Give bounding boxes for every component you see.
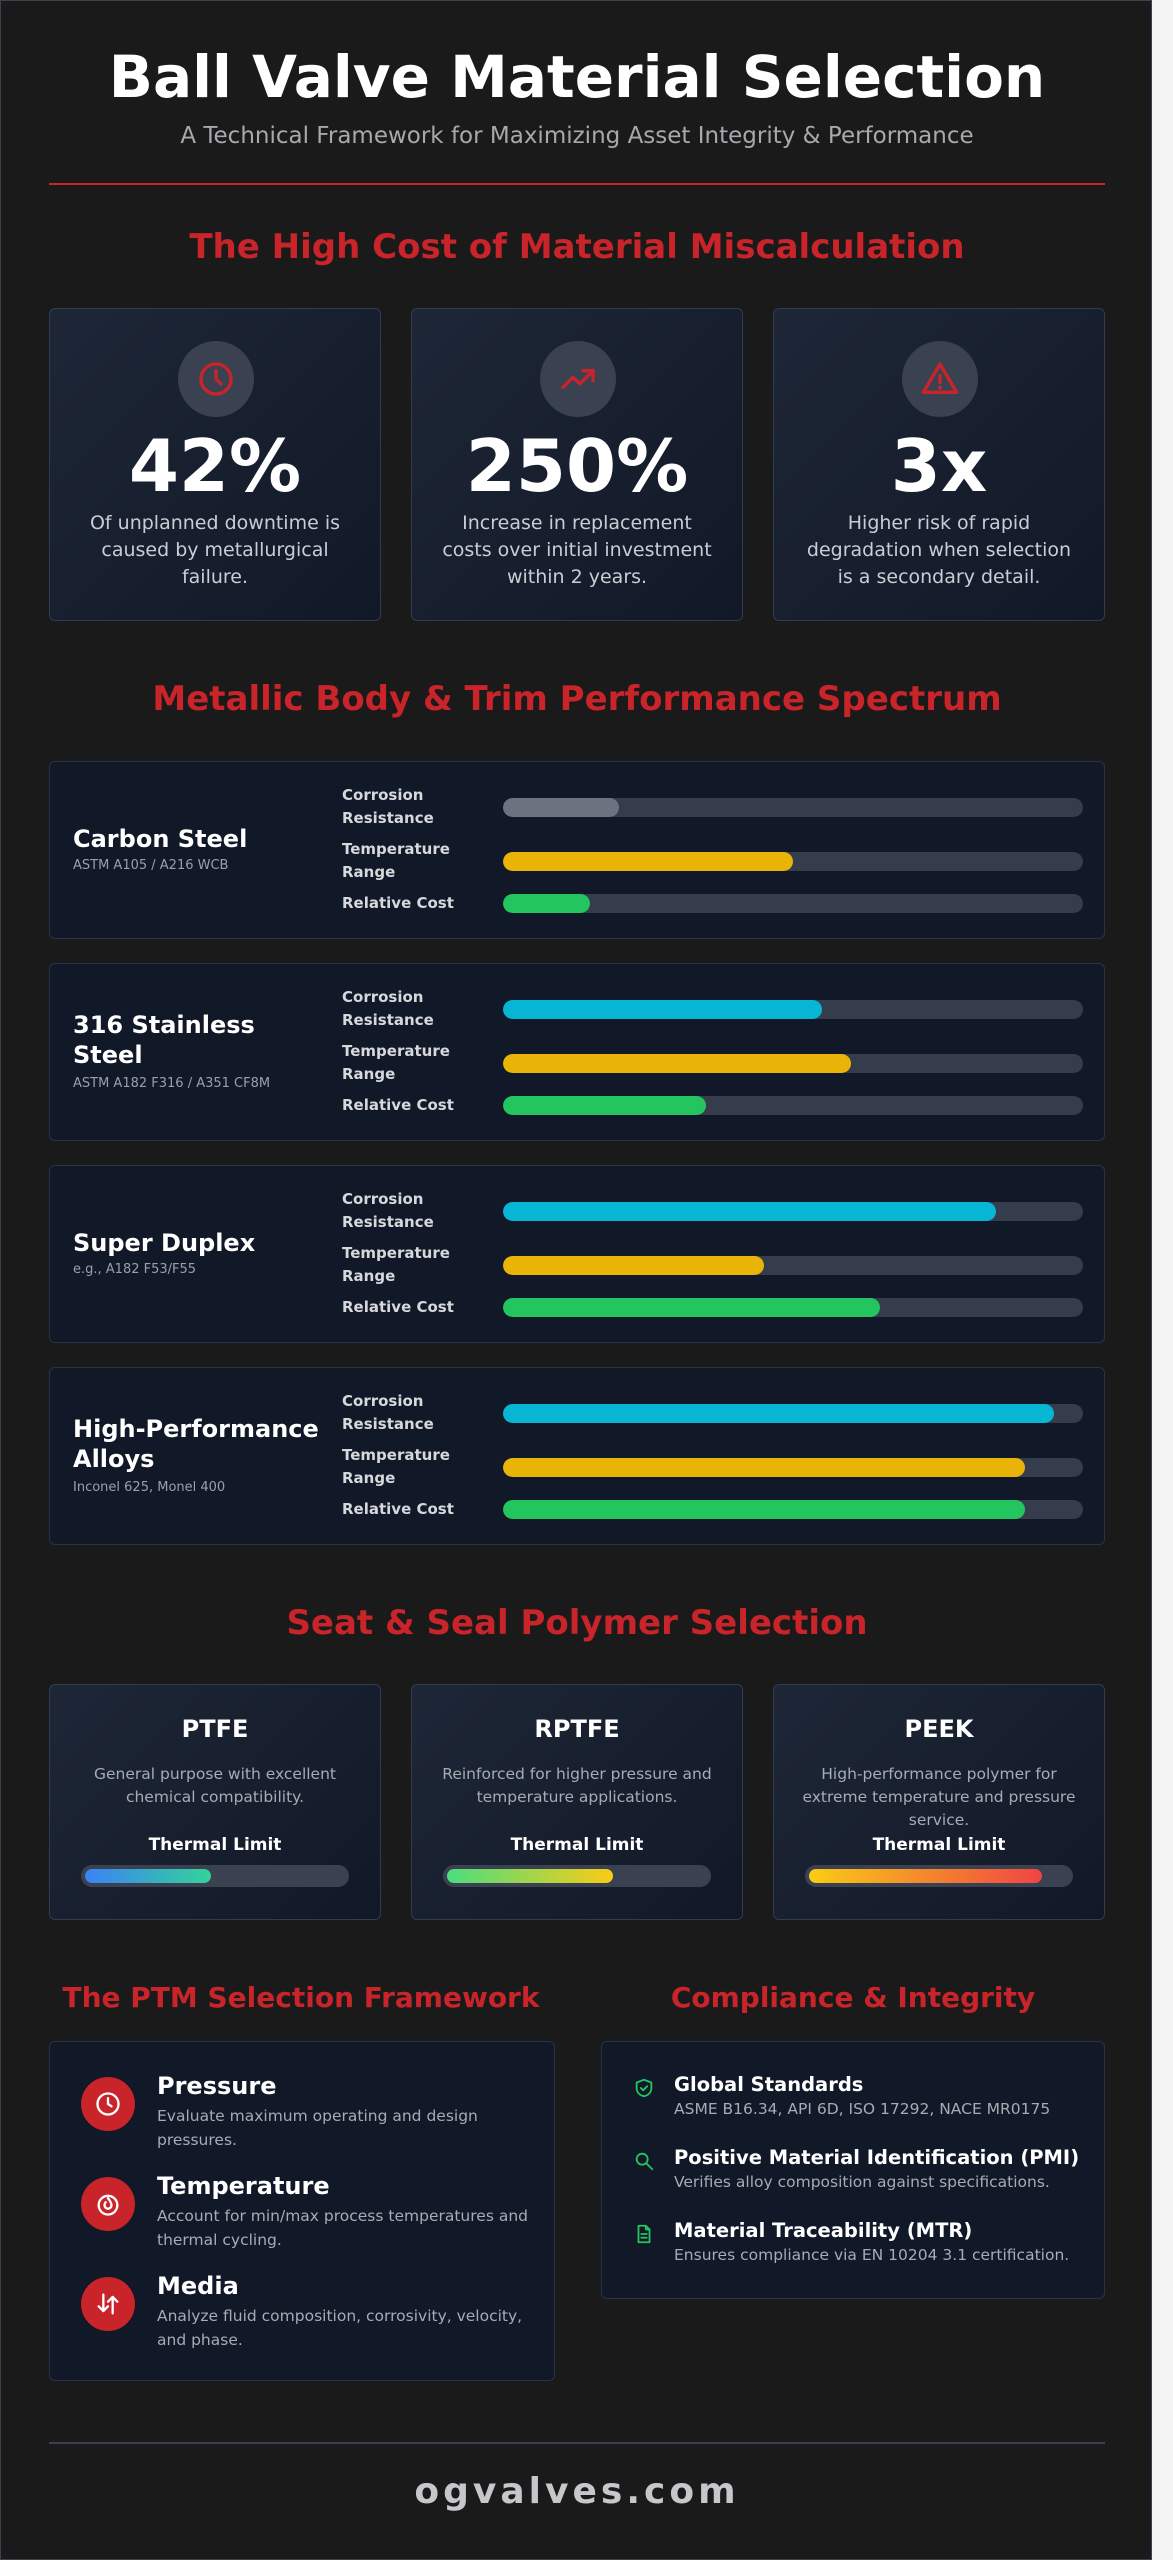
footer-divider: [49, 2442, 1105, 2444]
compliance-item-description: Verifies alloy composition against specifications.: [674, 2173, 1050, 2191]
polymer-card-ptfe: [49, 1684, 381, 1920]
temperature-label: Temperature Range: [342, 1244, 450, 1285]
cost-bar: [503, 894, 1083, 913]
polymer-card-rptfe: [411, 1684, 743, 1920]
temperature-bar-fill: [503, 1256, 764, 1275]
thermal-limit-bar: [805, 1865, 1073, 1887]
polymer-description: Reinforced for higher pressure and temperature applications.: [442, 1765, 712, 1806]
stat-description: Increase in replacement costs over initial investment within 2 years.: [442, 512, 712, 588]
thermal-limit-bar: [443, 1865, 711, 1887]
corrosion-label: Corrosion Resistance: [342, 1190, 434, 1231]
cost-bar: [503, 1500, 1083, 1519]
polymer-description: General purpose with excellent chemical compatibility.: [94, 1765, 336, 1806]
footer-site-link[interactable]: ogvalves.com: [414, 2471, 740, 2512]
warning-triangle-icon: [902, 341, 978, 417]
material-card-super-duplex: [49, 1165, 1105, 1343]
cost-bar-fill: [503, 1298, 880, 1317]
title-divider: [49, 183, 1105, 185]
temperature-bar-fill: [503, 1054, 851, 1073]
temperature-label: Temperature Range: [342, 1446, 450, 1487]
material-name: Super Duplex: [73, 1229, 256, 1257]
material-card-316-stainless: [49, 963, 1105, 1141]
corrosion-bar-fill: [503, 1404, 1054, 1423]
polymer-name: PTFE: [181, 1715, 249, 1743]
material-name: Carbon Steel: [73, 825, 248, 853]
corrosion-bar: [503, 798, 1083, 817]
compliance-item-title: Positive Material Identification (PMI): [674, 2146, 1080, 2169]
cost-label: Relative Cost: [342, 894, 454, 912]
temperature-bar-fill: [503, 1458, 1025, 1477]
thermal-limit-label: Thermal Limit: [872, 1835, 1006, 1855]
temperature-bar: [503, 1458, 1083, 1477]
flow-arrows-icon: [81, 2277, 135, 2331]
polymer-card-peek: [773, 1684, 1105, 1920]
material-card-carbon-steel: [49, 761, 1105, 939]
compliance-item-description: ASME B16.34, API 6D, ISO 17292, NACE MR0175: [674, 2100, 1051, 2118]
temperature-label: Temperature Range: [342, 840, 450, 881]
compliance-item-title: Material Traceability (MTR): [674, 2219, 973, 2242]
polymer-name: PEEK: [904, 1715, 974, 1743]
stat-description: Of unplanned downtime is caused by metallurgical failure.: [89, 512, 341, 588]
corrosion-label: Corrosion Resistance: [342, 988, 434, 1029]
document-icon: [632, 2222, 656, 2246]
ptm-section-heading: The PTM Selection Framework: [62, 1981, 540, 2014]
cost-bar: [503, 1298, 1083, 1317]
corrosion-bar-fill: [503, 798, 619, 817]
cost-bar-fill: [503, 1096, 706, 1115]
cost-bar-fill: [503, 1500, 1025, 1519]
compliance-panel: [601, 2041, 1105, 2299]
stat-value: 42%: [128, 424, 302, 508]
corrosion-bar-fill: [503, 1000, 822, 1019]
stat-value: 250%: [465, 424, 689, 508]
temperature-bar: [503, 1256, 1083, 1275]
material-name: 316 Stainless Steel: [73, 1011, 255, 1069]
corrosion-bar: [503, 1202, 1083, 1221]
material-name: High-Performance Alloys: [73, 1415, 319, 1473]
temperature-bar-fill: [503, 852, 793, 871]
gauge-icon: [81, 2077, 135, 2131]
stat-description: Higher risk of rapid degradation when selection is a secondary detail.: [806, 512, 1072, 588]
ptm-item-title: Temperature: [157, 2172, 330, 2200]
shield-check-icon: [632, 2076, 656, 2100]
temperature-bar: [503, 1054, 1083, 1073]
material-standard: ASTM A105 / A216 WCB: [73, 858, 229, 873]
temperature-label: Temperature Range: [342, 1042, 450, 1083]
cost-bar-fill: [503, 894, 590, 913]
cost-label: Relative Cost: [342, 1500, 454, 1518]
cost-bar: [503, 1096, 1083, 1115]
thermal-limit-label: Thermal Limit: [148, 1835, 282, 1855]
material-card-high-performance-alloys: [49, 1367, 1105, 1545]
material-standard: e.g., A182 F53/F55: [73, 1262, 197, 1277]
corrosion-bar-fill: [503, 1202, 996, 1221]
trending-up-icon: [540, 341, 616, 417]
stat-card-replacement-cost: [411, 308, 743, 621]
compliance-item-description: Ensures compliance via EN 10204 3.1 certification.: [674, 2246, 1070, 2264]
ptm-item-description: Analyze fluid composition, corrosivity, velocity, and phase.: [157, 2307, 523, 2349]
page-title: Ball Valve Material Selection: [108, 43, 1046, 111]
spectrum-section-heading: Metallic Body & Trim Performance Spectrum: [152, 679, 1002, 719]
ptm-panel: [49, 2041, 555, 2381]
stat-value: 3x: [890, 424, 988, 508]
cost-label: Relative Cost: [342, 1096, 454, 1114]
stat-card-degradation-risk: [773, 308, 1105, 621]
thermal-limit-fill: [809, 1869, 1042, 1883]
page-subtitle: A Technical Framework for Maximizing Asset Integrity & Performance: [180, 123, 974, 149]
polymer-name: RPTFE: [534, 1715, 620, 1743]
polymer-section-heading: Seat & Seal Polymer Selection: [286, 1603, 868, 1643]
ptm-item-title: Pressure: [157, 2072, 277, 2100]
thermal-limit-fill: [85, 1869, 211, 1883]
thermal-limit-fill: [447, 1869, 613, 1883]
corrosion-bar: [503, 1000, 1083, 1019]
compliance-section-heading: Compliance & Integrity: [670, 1981, 1036, 2014]
corrosion-label: Corrosion Resistance: [342, 1392, 434, 1433]
cost-label: Relative Cost: [342, 1298, 454, 1316]
thermal-limit-bar: [81, 1865, 349, 1887]
polymer-description: High-performance polymer for extreme temperature and pressure service.: [802, 1765, 1076, 1829]
material-standard: ASTM A182 F316 / A351 CF8M: [73, 1076, 271, 1091]
corrosion-label: Corrosion Resistance: [342, 786, 434, 827]
clock-icon: [178, 341, 254, 417]
material-standard: Inconel 625, Monel 400: [73, 1480, 226, 1495]
temperature-bar: [503, 852, 1083, 871]
compliance-item-title: Global Standards: [674, 2073, 864, 2096]
thermal-limit-label: Thermal Limit: [510, 1835, 644, 1855]
search-icon: [632, 2149, 656, 2173]
ptm-item-description: Account for min/max process temperatures and thermal cycling.: [157, 2207, 528, 2249]
ptm-item-title: Media: [157, 2272, 239, 2300]
ptm-item-description: Evaluate maximum operating and design pressures.: [157, 2107, 478, 2149]
corrosion-bar: [503, 1404, 1083, 1423]
flame-icon: [81, 2177, 135, 2231]
cost-section-heading: The High Cost of Material Miscalculation: [189, 227, 965, 267]
stat-card-downtime: [49, 308, 381, 621]
